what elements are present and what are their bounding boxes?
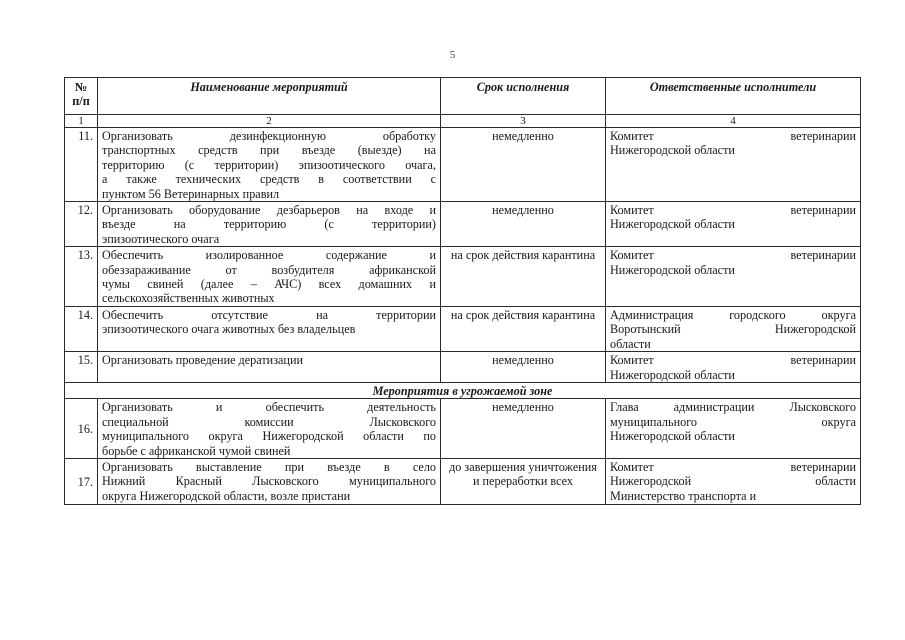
table-row — [65, 306, 861, 351]
cell-line: Нижегородской области — [610, 429, 735, 444]
cell-line: Комитет ветеринарии — [610, 203, 856, 218]
cell-line: муниципального округа — [610, 414, 856, 429]
row-number: 15. — [65, 352, 98, 383]
cell-line: округа Нижегородской области, возле пристани — [102, 488, 351, 503]
cell-line: въезде на территорию (с территории) — [102, 217, 436, 232]
cell-line: борьбе с африканской чумой свиней — [102, 443, 291, 458]
cell-line: Организовать выставление при въезде в село — [102, 459, 436, 474]
row-number: 14. — [65, 306, 98, 351]
row-number: 11. — [65, 128, 98, 202]
measure-name — [98, 202, 441, 247]
cell-line: Воротынский Нижегородской — [610, 322, 856, 337]
row-number: 17. — [65, 458, 98, 504]
cell-line: Нижегородской области — [610, 474, 856, 489]
cell-line: транспортных средств при въезде (выезде) на — [102, 143, 436, 158]
table-row — [65, 128, 861, 202]
responsible-executors — [606, 202, 861, 247]
measure-name — [98, 247, 441, 307]
table-row — [65, 247, 861, 307]
cell-line: Нижегородской области — [610, 143, 735, 158]
cell-line: Комитет ветеринарии — [610, 129, 856, 143]
section-row — [65, 382, 861, 398]
measure-term: немедленно — [441, 399, 606, 459]
cell-line: Комитет ветеринарии — [610, 248, 856, 263]
cell-line: Администрация городского округа — [610, 307, 856, 322]
column-index: 3 — [441, 115, 606, 128]
header-responsible: Ответственные исполнители — [606, 78, 861, 115]
measure-term: на срок действия карантина — [441, 247, 606, 307]
measure-name — [98, 399, 441, 459]
column-index-row — [65, 115, 861, 128]
responsible-executors — [606, 128, 861, 202]
measure-term: до завершения уничтожения и переработки всех — [441, 458, 606, 504]
cell-line: эпизоотического очага — [102, 231, 220, 246]
row-number: 16. — [65, 399, 98, 459]
table-row — [65, 352, 861, 383]
cell-line: Министерство транспорта и — [610, 488, 757, 503]
cell-line: эпизоотического очага животных без владельцев — [102, 322, 356, 337]
cell-line: сельскохозяйственных животных — [102, 291, 275, 306]
cell-line: Организовать проведение дератизации — [102, 353, 303, 368]
measure-term: немедленно — [441, 202, 606, 247]
cell-line: специальной комиссии Лысковского — [102, 414, 436, 429]
column-index: 2 — [98, 115, 441, 128]
section-title: Мероприятия в угрожаемой зоне — [65, 382, 861, 398]
cell-line: муниципального округа Нижегородской области по — [102, 429, 436, 444]
header-term: Срок исполнения — [441, 78, 606, 115]
cell-line: Комитет ветеринарии — [610, 459, 856, 474]
measure-term: на срок действия карантина — [441, 306, 606, 351]
cell-line: Нижегородской области — [610, 217, 735, 232]
measure-name — [98, 458, 441, 504]
cell-line: пунктом 56 Ветеринарных правил — [102, 186, 280, 201]
responsible-executors — [606, 399, 861, 459]
table-row — [65, 202, 861, 247]
measures-table — [64, 77, 861, 505]
responsible-executors — [606, 306, 861, 351]
cell-line: Нижегородской области — [610, 262, 735, 277]
measure-name — [98, 128, 441, 202]
table-row — [65, 399, 861, 459]
cell-line: Глава администрации Лысковского — [610, 400, 856, 415]
cell-line: Обеспечить изолированное содержание и — [102, 248, 436, 263]
page-number: 5 — [449, 49, 456, 61]
row-number: 13. — [65, 247, 98, 307]
measure-term: немедленно — [441, 352, 606, 383]
cell-line: чумы свиней (далее – АЧС) всех домашних и — [102, 277, 436, 292]
cell-line: Организовать и обеспечить деятельность — [102, 400, 436, 415]
cell-line: территорию (с территории) эпизоотического очага, — [102, 157, 436, 172]
table-header-row — [65, 78, 861, 115]
cell-line: Нижний Красный Лысковского муниципального — [102, 474, 436, 489]
responsible-executors — [606, 352, 861, 383]
cell-line: обеззараживание от возбудителя африканской — [102, 262, 436, 277]
cell-line: Организовать дезинфекционную обработку — [102, 129, 436, 143]
cell-line: Организовать оборудование дезбарьеров на входе и — [102, 203, 436, 218]
responsible-executors — [606, 458, 861, 504]
column-index: 1 — [65, 115, 98, 128]
column-index: 4 — [606, 115, 861, 128]
header-num: № п/п — [65, 78, 98, 115]
measure-name — [98, 306, 441, 351]
cell-line: Обеспечить отсутствие на территории — [102, 307, 436, 322]
table-row — [65, 458, 861, 504]
cell-line: а также технических средств в соответствии с — [102, 172, 436, 187]
cell-line: области — [610, 336, 651, 351]
row-number: 12. — [65, 202, 98, 247]
cell-line: Комитет ветеринарии — [610, 353, 856, 368]
responsible-executors — [606, 247, 861, 307]
measure-name — [98, 352, 441, 383]
cell-line: Нижегородской области — [610, 367, 735, 382]
measure-term: немедленно — [441, 128, 606, 202]
header-name: Наименование мероприятий — [98, 78, 441, 115]
